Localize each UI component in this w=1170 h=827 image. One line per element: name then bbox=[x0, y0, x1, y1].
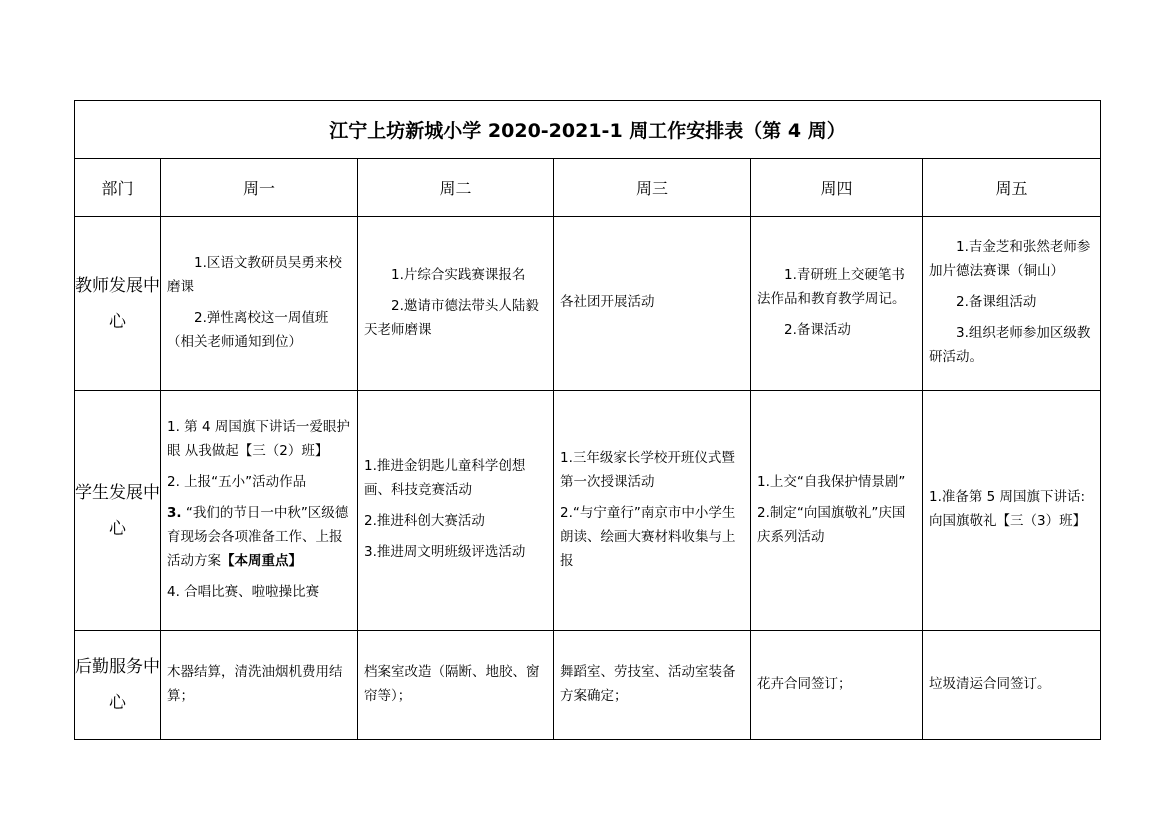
dept-teacher-dev: 教师发展中心 bbox=[75, 217, 161, 391]
header-thursday: 周四 bbox=[751, 159, 923, 217]
list-item bbox=[167, 501, 351, 573]
cell-teacher-mon bbox=[161, 217, 358, 391]
cell-student-thu bbox=[751, 391, 923, 631]
dept-logistics: 后勤服务中心 bbox=[75, 631, 161, 740]
list-item: 3.组织老师参加区级教研活动。 bbox=[929, 325, 1091, 365]
list-item: 垃圾清运合同签订。 bbox=[929, 675, 1051, 692]
list-item: 1.吉金芝和张然老师参加片德法赛课（铜山） bbox=[929, 239, 1091, 279]
list-item: 1.片综合实践赛课报名 bbox=[391, 266, 526, 283]
list-item: 3.推进周文明班级评选活动 bbox=[364, 544, 526, 560]
header-friday: 周五 bbox=[923, 159, 1101, 217]
list-item: 1.上交“自我保护情景剧” bbox=[757, 473, 906, 490]
item-text: “我们的节日一中秋”区级德育现场会各项准备工作、上报活动方案 bbox=[167, 504, 349, 569]
weekly-schedule-table bbox=[74, 100, 1101, 740]
dept-student-dev: 学生发展中心 bbox=[75, 391, 161, 631]
cell-teacher-tue bbox=[358, 217, 554, 391]
table-row-logistics bbox=[75, 631, 1101, 740]
cell-logistics-tue bbox=[358, 631, 554, 740]
header-tuesday: 周二 bbox=[358, 159, 554, 217]
list-item: 4. 合唱比赛、啦啦操比赛 bbox=[167, 583, 320, 600]
table-row-teacher-dev bbox=[75, 217, 1101, 391]
list-item: 2.备课组活动 bbox=[956, 294, 1037, 310]
header-wednesday: 周三 bbox=[554, 159, 751, 217]
list-item: 1.三年级家长学校开班仪式暨第一次授课活动 bbox=[560, 449, 735, 490]
list-item: 花卉合同签订； bbox=[757, 675, 852, 692]
header-dept: 部门 bbox=[75, 159, 161, 217]
cell-teacher-fri bbox=[923, 217, 1101, 391]
list-item: 1.区语文教研员吴勇来校磨课 bbox=[167, 254, 342, 295]
cell-student-tue bbox=[358, 391, 554, 631]
list-item: 2.备课活动 bbox=[784, 321, 851, 338]
cell-student-mon bbox=[161, 391, 358, 631]
list-item: 1.准备第 5 周国旗下讲话:向国旗敬礼【三（3）班】 bbox=[929, 489, 1087, 529]
cell-logistics-thu bbox=[751, 631, 923, 740]
table-title: 江宁上坊新城小学 2020-2021-1 周工作安排表（第 4 周） bbox=[75, 101, 1101, 159]
list-item: 各社团开展活动 bbox=[560, 294, 655, 310]
cell-teacher-thu bbox=[751, 217, 923, 391]
list-item: 2.弹性离校这一周值班（相关老师通知到位） bbox=[167, 309, 329, 350]
cell-logistics-wed bbox=[554, 631, 751, 740]
cell-student-fri bbox=[923, 391, 1101, 631]
list-item: 1. 第 4 周国旗下讲话一爱眼护眼 从我做起【三（2）班】 bbox=[167, 418, 350, 459]
key-focus-tag: 【本周重点】 bbox=[221, 552, 302, 569]
list-item: 2.推进科创大赛活动 bbox=[364, 513, 485, 529]
list-item: 1.青研班上交硬笔书法作品和教育教学周记。 bbox=[757, 266, 906, 307]
cell-teacher-wed bbox=[554, 217, 751, 391]
list-item: 舞蹈室、劳技室、活动室装备方案确定； bbox=[560, 663, 736, 704]
header-monday: 周一 bbox=[161, 159, 358, 217]
cell-logistics-mon bbox=[161, 631, 358, 740]
list-item: 2.“与宁童行”南京市中小学生朗读、绘画大赛材料收集与上报 bbox=[560, 504, 736, 569]
cell-logistics-fri bbox=[923, 631, 1101, 740]
list-item: 2.制定“向国旗敬礼”庆国庆系列活动 bbox=[757, 504, 906, 545]
cell-student-wed bbox=[554, 391, 751, 631]
list-item: 2.邀请市德法带头人陆毅天老师磨课 bbox=[364, 297, 539, 338]
list-item: 2. 上报“五小”活动作品 bbox=[167, 473, 307, 490]
list-item: 木器结算，清洗油烟机费用结算； bbox=[167, 663, 343, 704]
list-item: 1.推进金钥匙儿童科学创想画、科技竞赛活动 bbox=[364, 458, 526, 498]
item-number: 3. bbox=[167, 504, 182, 521]
list-item: 档案室改造（隔断、地胶、窗帘等）； bbox=[364, 663, 540, 704]
table-row-student-dev bbox=[75, 391, 1101, 631]
